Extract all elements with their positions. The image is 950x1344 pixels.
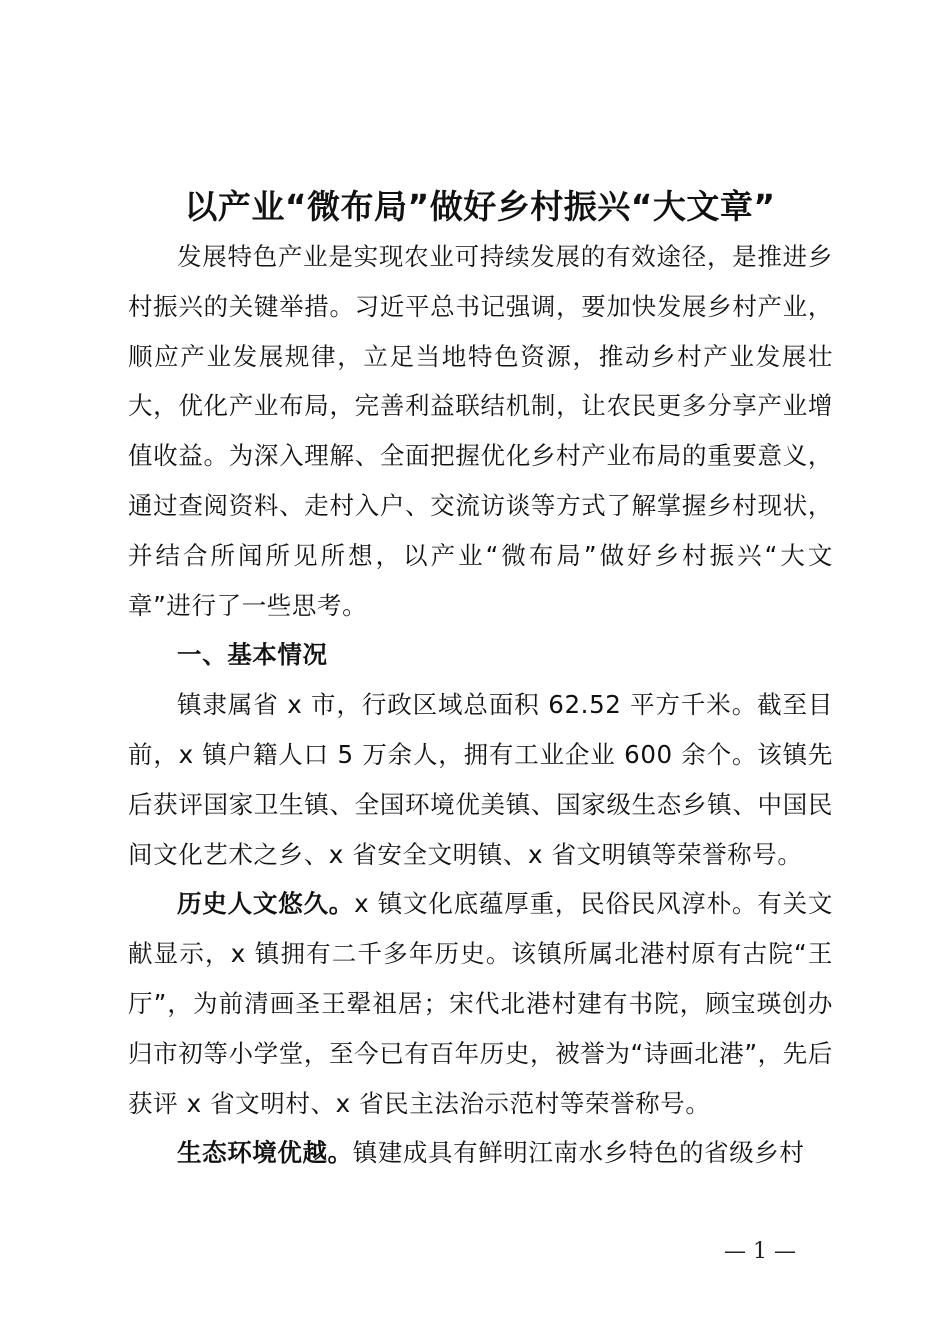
page-number: — 1 — — [724, 1239, 796, 1264]
paragraph-intro — [128, 232, 833, 630]
paragraph-overview — [128, 680, 833, 879]
paragraph-history-lead: 历史人文悠久。 — [177, 889, 355, 919]
paragraph-ecology-lead: 生态环境优越。 — [177, 1138, 353, 1168]
paragraph-overview-text: 镇隶属省 x 市，行政区域总面积 62.52 平方千米。截至目前，x 镇户籍人口 5 万余人，拥有工业企业 600 余个。该镇先后获评国家卫生镇、全国环境优美镇、国家级生态乡镇、中国民间文化艺术之乡、x 省安全文明镇、x 省文明镇等荣誉称号。 — [128, 690, 833, 869]
paragraph-history-text: x 镇文化底蕴厚重，民俗民风淳朴。有关文献显示，x 镇拥有二千多年历史。该镇所属北港村原有古院“王厅”，为前清画圣王翚祖居；宋代北港村建有书院，顾宝瑛创办归市初等小学堂，至今已有百年历史，被誉为“诗画北港”，先后获评 x 省文明村、x 省民主法治示范村等荣誉称号。 — [128, 889, 833, 1118]
paragraph-ecology-text: 镇建成具有鲜明江南水乡特色的省级乡村 — [352, 1138, 805, 1168]
document-body — [128, 232, 833, 1178]
section-heading-text: 一、基本情况 — [177, 640, 328, 670]
section-heading-basic — [128, 630, 833, 680]
document-title: 以产业“微布局”做好乡村振兴“大文章” — [184, 187, 776, 226]
paragraph-history — [128, 879, 833, 1128]
paragraph-intro-text: 发展特色产业是实现农业可持续发展的有效途径，是推进乡村振兴的关键举措。习近平总书记强调，要加快发展乡村产业，顺应产业发展规律，立足当地特色资源，推动乡村产业发展壮大，优化产业布局，完善利益联结机制，让农民更多分享产业增值收益。为深入理解、全面把握优化乡村产业布局的重要意义，通过查阅资料、走村入户、交流访谈等方式了解掌握乡村现状，并结合所闻所见所想，以产业“微布局”做好乡村振兴“大文章”进行了一些思考。 — [128, 242, 833, 620]
paragraph-ecology — [128, 1128, 833, 1178]
